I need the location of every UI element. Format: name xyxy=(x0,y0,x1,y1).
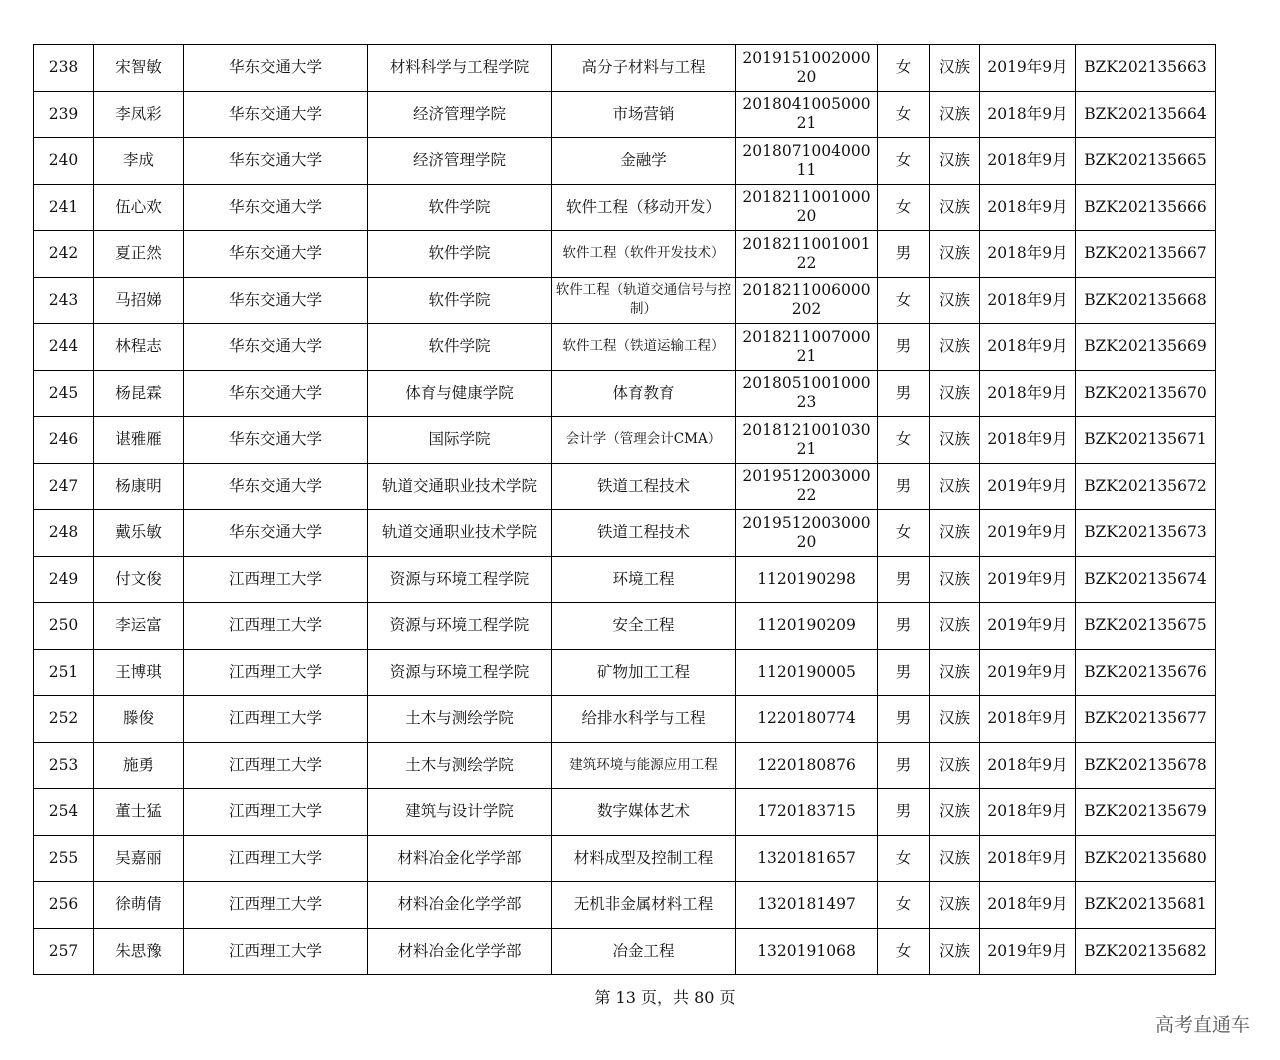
student-name-cell: 宋智敏 xyxy=(94,45,184,92)
school-cell: 华东交通大学 xyxy=(184,45,368,92)
ethnicity-cell: 汉族 xyxy=(930,324,980,371)
certificate-code-cell: BZK202135675 xyxy=(1076,603,1216,650)
student-id-cell: 201915100200020 xyxy=(736,45,878,92)
student-id-cell: 1120190005 xyxy=(736,649,878,696)
college-cell: 国际学院 xyxy=(368,417,552,464)
student-id-cell: 1120190209 xyxy=(736,603,878,650)
certificate-code-cell: BZK202135680 xyxy=(1076,835,1216,882)
ethnicity-cell: 汉族 xyxy=(930,603,980,650)
school-cell: 华东交通大学 xyxy=(184,510,368,557)
student-name-cell: 李凤彩 xyxy=(94,91,184,138)
college-cell: 材料科学与工程学院 xyxy=(368,45,552,92)
gender-cell: 男 xyxy=(878,231,930,278)
enrollment-date-cell: 2018年9月 xyxy=(980,789,1076,836)
student-name-cell: 付文俊 xyxy=(94,556,184,603)
gender-cell: 女 xyxy=(878,184,930,231)
table-row xyxy=(34,417,1216,464)
table-row xyxy=(34,882,1216,929)
major-cell: 高分子材料与工程 xyxy=(552,45,736,92)
gender-cell: 男 xyxy=(878,463,930,510)
enrollment-date-cell: 2018年9月 xyxy=(980,277,1076,324)
major-cell: 铁道工程技术 xyxy=(552,463,736,510)
certificate-code-cell: BZK202135671 xyxy=(1076,417,1216,464)
student-name-cell: 徐萌倩 xyxy=(94,882,184,929)
school-cell: 华东交通大学 xyxy=(184,324,368,371)
college-cell: 软件学院 xyxy=(368,324,552,371)
row-number-cell: 244 xyxy=(34,324,94,371)
student-name-cell: 滕俊 xyxy=(94,696,184,743)
student-id-cell: 201804100500021 xyxy=(736,91,878,138)
row-number-cell: 252 xyxy=(34,696,94,743)
student-id-cell: 201821100700021 xyxy=(736,324,878,371)
ethnicity-cell: 汉族 xyxy=(930,417,980,464)
student-id-cell: 1320191068 xyxy=(736,928,878,975)
college-cell: 软件学院 xyxy=(368,231,552,278)
college-cell: 材料冶金化学学部 xyxy=(368,835,552,882)
certificate-code-cell: BZK202135678 xyxy=(1076,742,1216,789)
row-number-cell: 250 xyxy=(34,603,94,650)
college-cell: 土木与测绘学院 xyxy=(368,696,552,743)
major-cell: 软件工程（铁道运输工程） xyxy=(552,324,736,371)
student-name-cell: 林程志 xyxy=(94,324,184,371)
certificate-code-cell: BZK202135681 xyxy=(1076,882,1216,929)
gender-cell: 女 xyxy=(878,91,930,138)
page-number: 第 13 页，共 80 页 xyxy=(594,988,736,1007)
row-number-cell: 257 xyxy=(34,928,94,975)
student-id-cell: 201951200300022 xyxy=(736,463,878,510)
student-name-cell: 王博琪 xyxy=(94,649,184,696)
college-cell: 轨道交通职业技术学院 xyxy=(368,463,552,510)
gender-cell: 男 xyxy=(878,696,930,743)
gender-cell: 女 xyxy=(878,882,930,929)
ethnicity-cell: 汉族 xyxy=(930,277,980,324)
college-cell: 轨道交通职业技术学院 xyxy=(368,510,552,557)
ethnicity-cell: 汉族 xyxy=(930,789,980,836)
college-cell: 经济管理学院 xyxy=(368,91,552,138)
student-name-cell: 吴嘉丽 xyxy=(94,835,184,882)
enrollment-date-cell: 2018年9月 xyxy=(980,138,1076,185)
ethnicity-cell: 汉族 xyxy=(930,696,980,743)
enrollment-date-cell: 2018年9月 xyxy=(980,324,1076,371)
student-table xyxy=(33,44,1216,975)
table-row xyxy=(34,463,1216,510)
certificate-code-cell: BZK202135679 xyxy=(1076,789,1216,836)
certificate-code-cell: BZK202135664 xyxy=(1076,91,1216,138)
row-number-cell: 240 xyxy=(34,138,94,185)
college-cell: 材料冶金化学学部 xyxy=(368,882,552,929)
college-cell: 软件学院 xyxy=(368,277,552,324)
table-row xyxy=(34,789,1216,836)
student-name-cell: 马招娣 xyxy=(94,277,184,324)
college-cell: 材料冶金化学学部 xyxy=(368,928,552,975)
table-row xyxy=(34,277,1216,324)
school-cell: 江西理工大学 xyxy=(184,928,368,975)
major-cell: 安全工程 xyxy=(552,603,736,650)
gender-cell: 男 xyxy=(878,789,930,836)
student-name-cell: 夏正然 xyxy=(94,231,184,278)
table-row xyxy=(34,91,1216,138)
row-number-cell: 239 xyxy=(34,91,94,138)
major-cell: 体育教育 xyxy=(552,370,736,417)
major-cell: 市场营销 xyxy=(552,91,736,138)
school-cell: 华东交通大学 xyxy=(184,370,368,417)
student-id-cell: 201821100100020 xyxy=(736,184,878,231)
college-cell: 资源与环境工程学院 xyxy=(368,603,552,650)
student-id-cell: 1120190298 xyxy=(736,556,878,603)
school-cell: 江西理工大学 xyxy=(184,696,368,743)
row-number-cell: 242 xyxy=(34,231,94,278)
college-cell: 土木与测绘学院 xyxy=(368,742,552,789)
certificate-code-cell: BZK202135668 xyxy=(1076,277,1216,324)
student-name-cell: 伍心欢 xyxy=(94,184,184,231)
row-number-cell: 253 xyxy=(34,742,94,789)
enrollment-date-cell: 2018年9月 xyxy=(980,742,1076,789)
row-number-cell: 238 xyxy=(34,45,94,92)
student-id-cell: 201805100100023 xyxy=(736,370,878,417)
student-id-cell: 1220180876 xyxy=(736,742,878,789)
certificate-code-cell: BZK202135666 xyxy=(1076,184,1216,231)
student-name-cell: 施勇 xyxy=(94,742,184,789)
gender-cell: 男 xyxy=(878,603,930,650)
major-cell: 建筑环境与能源应用工程 xyxy=(552,742,736,789)
gender-cell: 男 xyxy=(878,324,930,371)
table-row xyxy=(34,742,1216,789)
table-row xyxy=(34,138,1216,185)
table-row xyxy=(34,510,1216,557)
enrollment-date-cell: 2019年9月 xyxy=(980,556,1076,603)
school-cell: 江西理工大学 xyxy=(184,649,368,696)
row-number-cell: 256 xyxy=(34,882,94,929)
student-id-cell: 1220180774 xyxy=(736,696,878,743)
ethnicity-cell: 汉族 xyxy=(930,45,980,92)
gender-cell: 女 xyxy=(878,277,930,324)
enrollment-date-cell: 2019年9月 xyxy=(980,649,1076,696)
student-id-cell: 1320181497 xyxy=(736,882,878,929)
enrollment-date-cell: 2018年9月 xyxy=(980,231,1076,278)
major-cell: 给排水科学与工程 xyxy=(552,696,736,743)
certificate-code-cell: BZK202135672 xyxy=(1076,463,1216,510)
school-cell: 江西理工大学 xyxy=(184,556,368,603)
enrollment-date-cell: 2018年9月 xyxy=(980,835,1076,882)
student-id-cell: 201807100400011 xyxy=(736,138,878,185)
student-name-cell: 杨康明 xyxy=(94,463,184,510)
major-cell: 矿物加工工程 xyxy=(552,649,736,696)
student-id-cell: 201821100100122 xyxy=(736,231,878,278)
table-row xyxy=(34,231,1216,278)
table-row xyxy=(34,928,1216,975)
gender-cell: 男 xyxy=(878,742,930,789)
enrollment-date-cell: 2018年9月 xyxy=(980,184,1076,231)
ethnicity-cell: 汉族 xyxy=(930,556,980,603)
enrollment-date-cell: 2018年9月 xyxy=(980,882,1076,929)
certificate-code-cell: BZK202135663 xyxy=(1076,45,1216,92)
enrollment-date-cell: 2019年9月 xyxy=(980,603,1076,650)
certificate-code-cell: BZK202135674 xyxy=(1076,556,1216,603)
major-cell: 铁道工程技术 xyxy=(552,510,736,557)
gender-cell: 男 xyxy=(878,556,930,603)
gender-cell: 女 xyxy=(878,417,930,464)
ethnicity-cell: 汉族 xyxy=(930,742,980,789)
major-cell: 软件工程（软件开发技术） xyxy=(552,231,736,278)
row-number-cell: 247 xyxy=(34,463,94,510)
table-row xyxy=(34,603,1216,650)
major-cell: 金融学 xyxy=(552,138,736,185)
table-row xyxy=(34,45,1216,92)
school-cell: 华东交通大学 xyxy=(184,463,368,510)
student-name-cell: 李运富 xyxy=(94,603,184,650)
college-cell: 资源与环境工程学院 xyxy=(368,649,552,696)
table-row xyxy=(34,649,1216,696)
ethnicity-cell: 汉族 xyxy=(930,510,980,557)
major-cell: 软件工程（轨道交通信号与控制） xyxy=(552,277,736,324)
enrollment-date-cell: 2019年9月 xyxy=(980,45,1076,92)
gender-cell: 女 xyxy=(878,510,930,557)
gender-cell: 女 xyxy=(878,835,930,882)
table-body xyxy=(34,45,1216,975)
enrollment-date-cell: 2018年9月 xyxy=(980,696,1076,743)
row-number-cell: 255 xyxy=(34,835,94,882)
ethnicity-cell: 汉族 xyxy=(930,649,980,696)
school-cell: 华东交通大学 xyxy=(184,417,368,464)
school-cell: 华东交通大学 xyxy=(184,277,368,324)
student-name-cell: 李成 xyxy=(94,138,184,185)
table-row xyxy=(34,556,1216,603)
ethnicity-cell: 汉族 xyxy=(930,138,980,185)
certificate-code-cell: BZK202135673 xyxy=(1076,510,1216,557)
certificate-code-cell: BZK202135669 xyxy=(1076,324,1216,371)
gender-cell: 女 xyxy=(878,138,930,185)
gender-cell: 女 xyxy=(878,928,930,975)
major-cell: 软件工程（移动开发） xyxy=(552,184,736,231)
college-cell: 资源与环境工程学院 xyxy=(368,556,552,603)
table-row xyxy=(34,696,1216,743)
enrollment-date-cell: 2018年9月 xyxy=(980,417,1076,464)
student-name-cell: 朱思豫 xyxy=(94,928,184,975)
row-number-cell: 246 xyxy=(34,417,94,464)
school-cell: 江西理工大学 xyxy=(184,742,368,789)
gender-cell: 男 xyxy=(878,649,930,696)
ethnicity-cell: 汉族 xyxy=(930,463,980,510)
ethnicity-cell: 汉族 xyxy=(930,882,980,929)
enrollment-date-cell: 2019年9月 xyxy=(980,463,1076,510)
school-cell: 江西理工大学 xyxy=(184,882,368,929)
row-number-cell: 254 xyxy=(34,789,94,836)
row-number-cell: 245 xyxy=(34,370,94,417)
table-row xyxy=(34,184,1216,231)
student-name-cell: 谌雅雁 xyxy=(94,417,184,464)
major-cell: 会计学（管理会计CMA） xyxy=(552,417,736,464)
ethnicity-cell: 汉族 xyxy=(930,184,980,231)
row-number-cell: 249 xyxy=(34,556,94,603)
school-cell: 华东交通大学 xyxy=(184,184,368,231)
major-cell: 材料成型及控制工程 xyxy=(552,835,736,882)
major-cell: 数字媒体艺术 xyxy=(552,789,736,836)
row-number-cell: 241 xyxy=(34,184,94,231)
student-id-cell: 1320181657 xyxy=(736,835,878,882)
watermark: 高考直通车 xyxy=(1154,1014,1250,1036)
table-row xyxy=(34,835,1216,882)
college-cell: 软件学院 xyxy=(368,184,552,231)
enrollment-date-cell: 2019年9月 xyxy=(980,928,1076,975)
certificate-code-cell: BZK202135667 xyxy=(1076,231,1216,278)
school-cell: 华东交通大学 xyxy=(184,231,368,278)
major-cell: 冶金工程 xyxy=(552,928,736,975)
certificate-code-cell: BZK202135682 xyxy=(1076,928,1216,975)
certificate-code-cell: BZK202135665 xyxy=(1076,138,1216,185)
school-cell: 江西理工大学 xyxy=(184,789,368,836)
row-number-cell: 251 xyxy=(34,649,94,696)
college-cell: 体育与健康学院 xyxy=(368,370,552,417)
ethnicity-cell: 汉族 xyxy=(930,91,980,138)
certificate-code-cell: BZK202135677 xyxy=(1076,696,1216,743)
student-id-cell: 201951200300020 xyxy=(736,510,878,557)
student-id-cell: 201812100103021 xyxy=(736,417,878,464)
student-name-cell: 杨昆霖 xyxy=(94,370,184,417)
enrollment-date-cell: 2018年9月 xyxy=(980,91,1076,138)
school-cell: 江西理工大学 xyxy=(184,835,368,882)
row-number-cell: 248 xyxy=(34,510,94,557)
table-row xyxy=(34,324,1216,371)
certificate-code-cell: BZK202135676 xyxy=(1076,649,1216,696)
major-cell: 无机非金属材料工程 xyxy=(552,882,736,929)
student-id-cell: 1720183715 xyxy=(736,789,878,836)
table-row xyxy=(34,370,1216,417)
student-name-cell: 戴乐敏 xyxy=(94,510,184,557)
ethnicity-cell: 汉族 xyxy=(930,928,980,975)
ethnicity-cell: 汉族 xyxy=(930,370,980,417)
gender-cell: 女 xyxy=(878,45,930,92)
gender-cell: 男 xyxy=(878,370,930,417)
major-cell: 环境工程 xyxy=(552,556,736,603)
college-cell: 建筑与设计学院 xyxy=(368,789,552,836)
ethnicity-cell: 汉族 xyxy=(930,835,980,882)
student-name-cell: 董士猛 xyxy=(94,789,184,836)
school-cell: 华东交通大学 xyxy=(184,138,368,185)
college-cell: 经济管理学院 xyxy=(368,138,552,185)
enrollment-date-cell: 2019年9月 xyxy=(980,510,1076,557)
row-number-cell: 243 xyxy=(34,277,94,324)
enrollment-date-cell: 2018年9月 xyxy=(980,370,1076,417)
certificate-code-cell: BZK202135670 xyxy=(1076,370,1216,417)
school-cell: 江西理工大学 xyxy=(184,603,368,650)
school-cell: 华东交通大学 xyxy=(184,91,368,138)
ethnicity-cell: 汉族 xyxy=(930,231,980,278)
student-id-cell: 2018211006000202 xyxy=(736,277,878,324)
